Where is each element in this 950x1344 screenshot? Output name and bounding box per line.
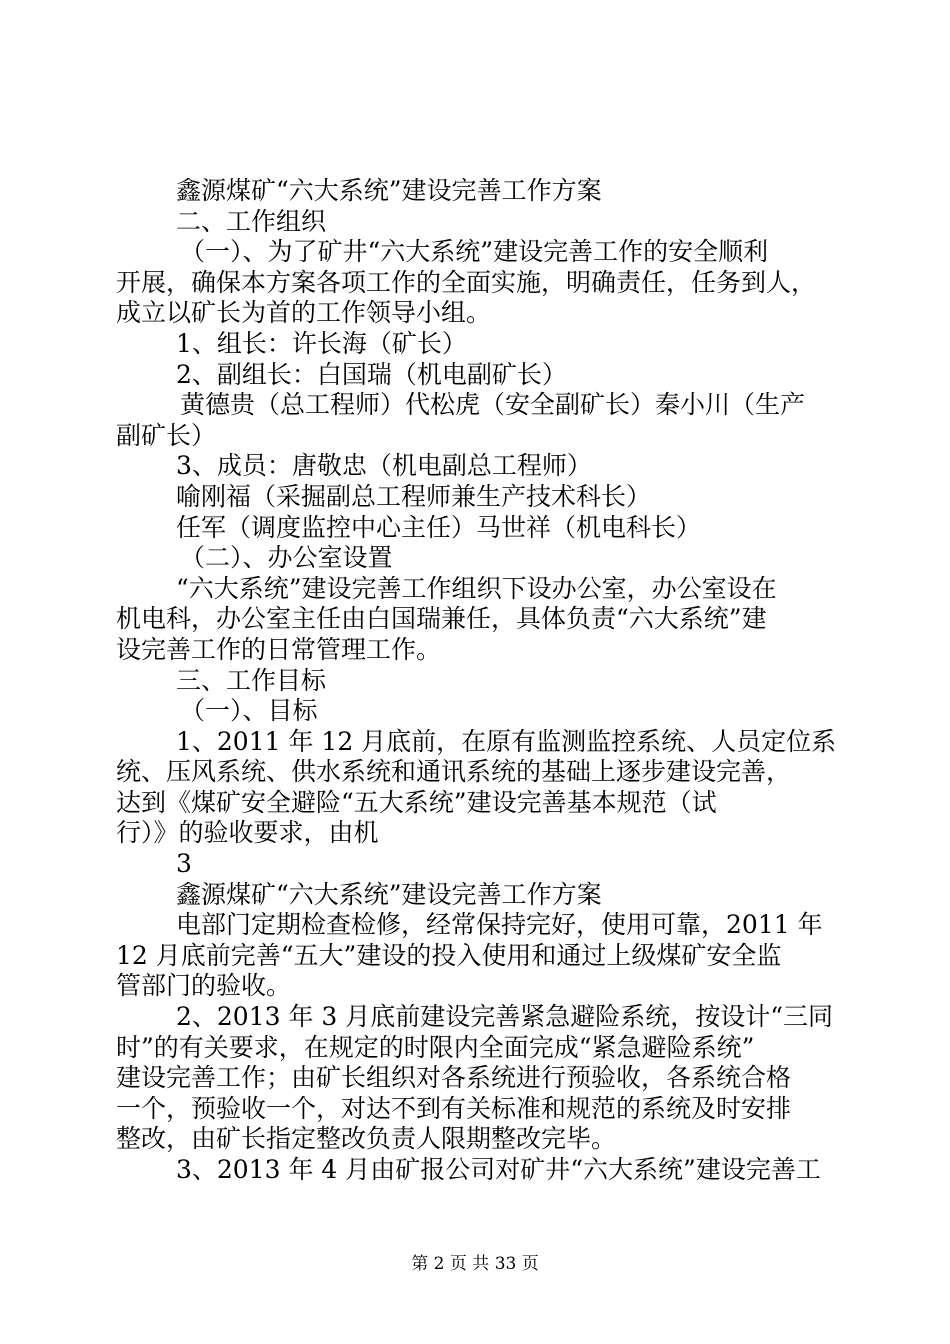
- text-line: 副矿长）: [116, 420, 217, 450]
- text-line: 统、压风系统、供水系统和通讯系统的基础上逐步建设完善，: [116, 757, 792, 787]
- text-line: 1、2011 年 12 月底前，在原有监测监控系统、人员定位系: [176, 726, 837, 756]
- text-line: 1、组长：许长海（矿长）: [176, 328, 467, 358]
- text-line: 二、工作组织: [176, 206, 327, 236]
- page-footer: 第 2 页 共 33 页: [411, 1254, 539, 1274]
- text-line: 鑫源煤矿“六大系统”建设完善工作方案: [176, 879, 602, 909]
- text-line: 任军（调度监控中心主任）马世祥（机电科长）: [176, 512, 702, 542]
- text-line: 成立以矿长为首的工作领导小组。: [116, 298, 492, 328]
- text-line: （一）、为了矿井“六大系统”建设完善工作的安全顺利: [180, 237, 769, 267]
- text-line: 建设完善工作；由矿长组织对各系统进行预验收，各系统合格: [116, 1063, 792, 1093]
- text-line: 三、工作目标: [176, 665, 327, 695]
- text-line: 行）》的验收要求，由机: [116, 818, 379, 848]
- text-line: 整改，由矿长指定整改负责人限期整改完毕。: [116, 1124, 617, 1154]
- text-line: 开展，确保本方案各项工作的全面实施，明确责任，任务到人，: [116, 267, 817, 297]
- text-line: 2、2013 年 3 月底前建设完善紧急避险系统，按设计“三同: [176, 1002, 834, 1032]
- text-line: 2、副组长：白国瑞（机电副矿长）: [176, 359, 567, 389]
- text-line: 3、2013 年 4 月由矿报公司对矿井“六大系统”建设完善工: [176, 1155, 821, 1184]
- text-line: 机电科，办公室主任由白国瑞兼任，具体负责“六大系统”建: [116, 604, 767, 634]
- text-line: 一个，预验收一个，对达不到有关标准和规范的系统及时安排: [116, 1093, 792, 1123]
- text-line: 黄德贵（总工程师）代松虎（安全副矿长）秦小川（生产: [180, 390, 806, 420]
- text-line: 电部门定期检查检修，经常保持完好，使用可靠，2011 年: [176, 910, 823, 940]
- text-line: （二）、办公室设置: [180, 543, 393, 573]
- text-line: 3、成员：唐敬忠（机电副总工程师）: [176, 451, 592, 481]
- text-line: 达到《煤矿安全避险“五大系统”建设完善基本规范（试: [116, 787, 717, 817]
- text-line: 时”的有关要求，在规定的时限内全面完成“紧急避险系统”: [116, 1032, 755, 1062]
- text-line: 鑫源煤矿“六大系统”建设完善工作方案: [176, 176, 602, 205]
- text-line: “六大系统”建设完善工作组织下设办公室，办公室设在: [176, 573, 777, 603]
- text-line: （一）、目标: [180, 696, 318, 726]
- text-line: 12 月底前完善“五大”建设的投入使用和通过上级煤矿安全监: [116, 940, 782, 970]
- document-body: [116, 176, 836, 1186]
- text-line: 设完善工作的日常管理工作。: [116, 634, 442, 664]
- text-line: 喻刚福（采掘副总工程师兼生产技术科长）: [176, 481, 652, 511]
- text-line: 管部门的验收。: [116, 971, 292, 1001]
- text-line: 3: [176, 849, 192, 879]
